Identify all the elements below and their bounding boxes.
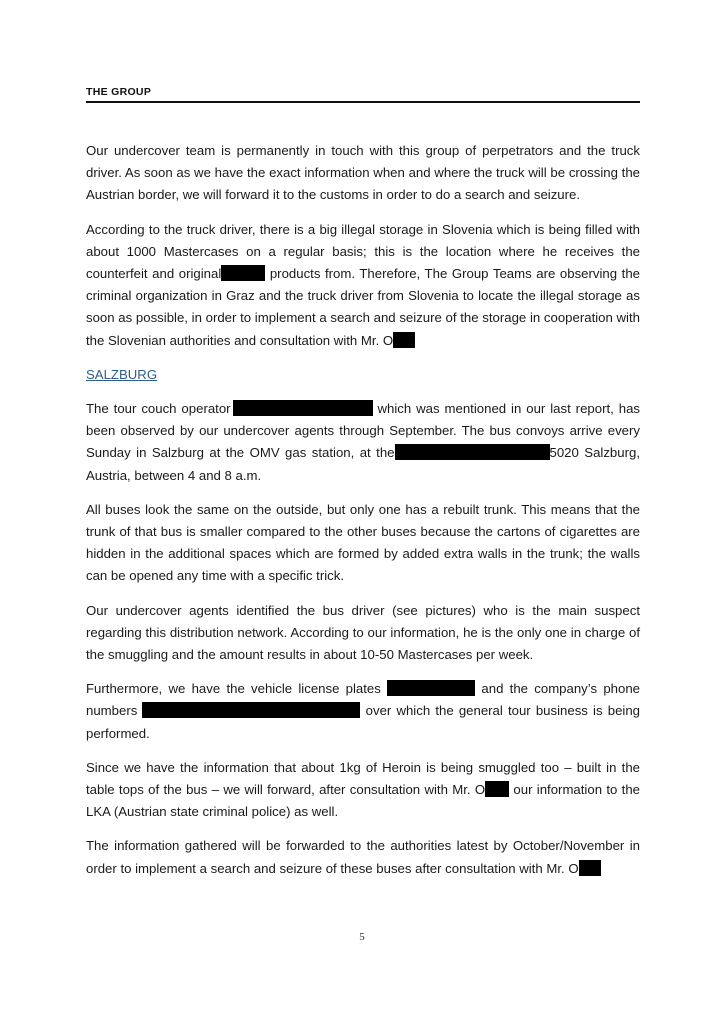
text: which was mentioned in our last report, has been observed by our undercover agents through September. The bus convoys arrive every Sunday in Salzburg at the OMV gas station, at the	[86, 401, 640, 461]
text: products from. Therefore, The Group Teams are observing the criminal organization in Graz and the truck driver from Slovenia to locate the illegal storage as soon as possible, in order to implement a search and seizure of the storage in cooperation with the Slovenian authorities and consultation with Mr. O	[86, 266, 640, 348]
redaction-block	[579, 860, 601, 876]
header-rule	[86, 101, 640, 103]
redaction-block	[142, 702, 360, 718]
redaction-block	[233, 400, 373, 416]
paragraph-authorities	[86, 835, 640, 879]
paragraph-bus-driver: Our undercover agents identified the bus driver (see pictures) who is the main suspect regarding this distribution network. According to our information, he is the only one in charge of the smuggling and the amount results in about 10-50 Mastercases per week.	[86, 602, 640, 663]
document-body	[86, 140, 640, 892]
text: According to the truck driver, there is a big illegal storage in Slovenia which is being filled with about 1000 Mastercases on a regular basis; this is the location where he receives the counterfeit and original	[86, 221, 640, 282]
text: our information to the LKA (Austrian state criminal police) as well.	[86, 782, 640, 820]
paragraph-truck-driver: Our undercover team is permanently in touch with this group of perpetrators and the truck driver. As soon as we have the exact information when and where the truck will be crossing the Austrian border, we will forward it to the customs in order to do a search and seizure.	[86, 143, 640, 203]
text: The tour couch operator	[86, 401, 231, 417]
text: The information gathered will be forwarded to the authorities latest by October/November in order to implement a search and seizure of these buses after consultation with Mr. O	[86, 838, 640, 876]
redaction-block	[395, 444, 550, 460]
section-heading-salzburg[interactable]: SALZBURG	[86, 366, 158, 382]
text: over which the general tour business is being performed.	[86, 703, 640, 741]
redaction-block	[221, 265, 265, 281]
header-title: THE GROUP	[86, 86, 152, 98]
paragraph-slovenia-storage	[86, 219, 640, 352]
running-header	[86, 86, 640, 103]
text: 5020 Salzburg, Austria, between 4 and 8 a.m.	[86, 445, 640, 483]
text: Furthermore, we have the vehicle license plates	[86, 681, 381, 697]
paragraph-license-plates	[86, 678, 640, 745]
paragraph-rebuilt-trunk: All buses look the same on the outside, but only one has a rebuilt trunk. This means that the trunk of that bus is smaller compared to the other buses because the cartons of cigarettes are hidden in the additional spaces which are formed by added extra walls in the trunk; the walls can be opened any time with a specific trick.	[86, 501, 640, 584]
paragraph-tour-operator	[86, 398, 640, 487]
paragraph-heroin	[86, 757, 640, 824]
redaction-block	[387, 680, 475, 696]
redaction-block	[393, 332, 415, 348]
redaction-block	[485, 781, 509, 797]
text: Since we have the information that about 1kg of Heroin is being smuggled too – built in the table tops of the bus – we will forward, after consultation with Mr. O	[86, 759, 640, 798]
text: and the company’s phone numbers	[86, 681, 640, 719]
page-number: 5	[359, 931, 365, 943]
